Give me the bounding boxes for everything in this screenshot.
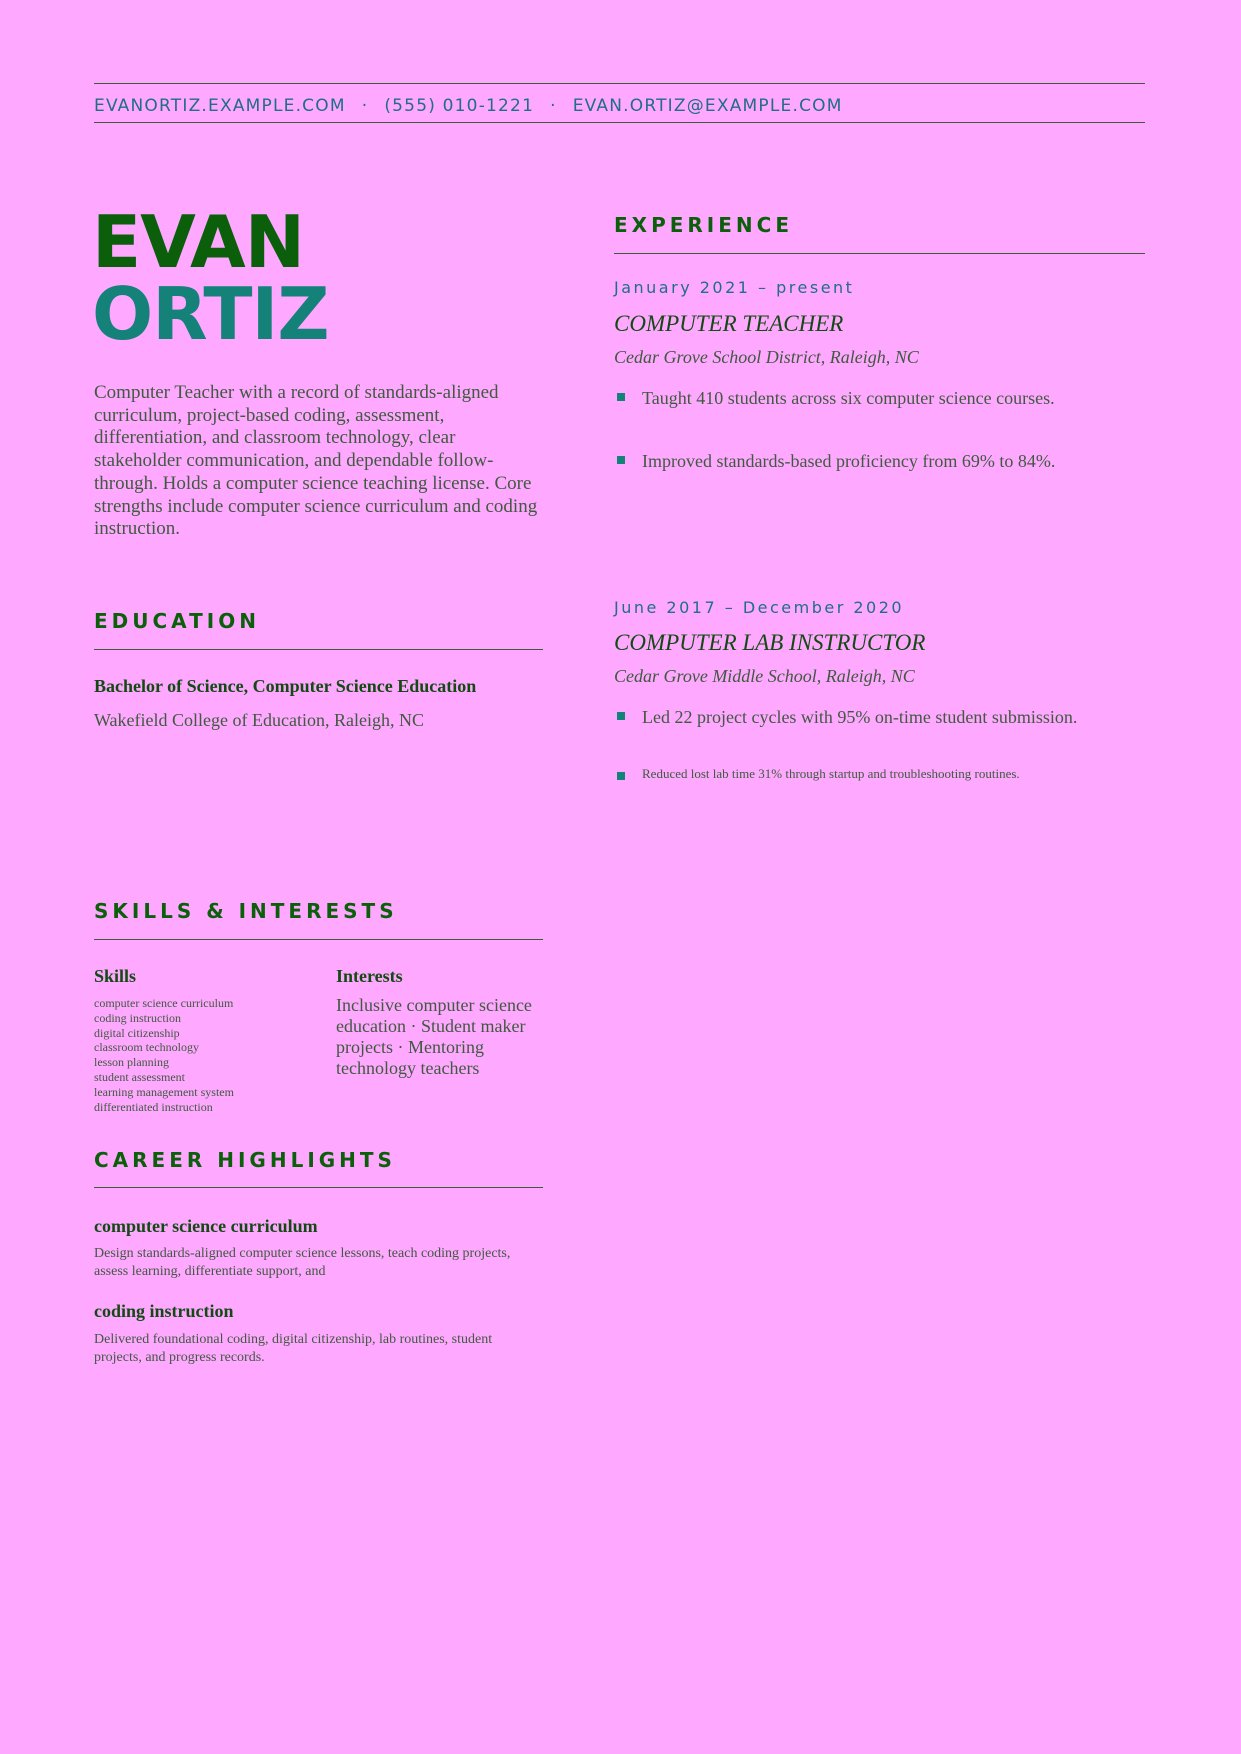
- first-name: EVAN: [92, 200, 304, 284]
- highlight-title: coding instruction: [94, 1301, 234, 1321]
- email-link[interactable]: EVAN.ORTIZ@EXAMPLE.COM: [572, 96, 843, 116]
- skill-item: computer science curriculum: [94, 996, 234, 1010]
- skills-interests-rule: [94, 939, 543, 940]
- contact-separator: ·: [550, 96, 557, 116]
- bullet-text: Led 22 project cycles with 95% on-time student submission.: [642, 707, 1078, 727]
- bullet-square-icon: [617, 456, 625, 464]
- highlight-body: Delivered foundational coding, digital citizenship, lab routines, student projects, and progress records.: [94, 1332, 493, 1365]
- highlight-body: Design standards-aligned computer science lessons, teach coding projects, assess learning, differentiate support, and: [94, 1246, 511, 1279]
- bullet-text: Improved standards-based proficiency from 69% to 84%.: [642, 451, 1056, 471]
- job-title: COMPUTER TEACHER: [614, 311, 844, 336]
- highlight-title: computer science curriculum: [94, 1216, 318, 1236]
- bullet-text: Taught 410 students across six computer science courses.: [642, 388, 1055, 408]
- skill-item: coding instruction: [94, 1010, 181, 1025]
- phone-link[interactable]: (555) 010-1221: [384, 96, 535, 116]
- skills-list: [94, 996, 234, 1114]
- job-dates: January 2021 – present: [614, 278, 855, 297]
- degree: Bachelor of Science, Computer Science Education: [94, 676, 477, 696]
- skill-item: differentiated instruction: [94, 1099, 213, 1114]
- contact-separator: ·: [361, 96, 369, 116]
- contact-bottom-rule: [94, 122, 1145, 123]
- skill-item: learning management system: [94, 1084, 234, 1099]
- bullet-square-icon: [617, 772, 625, 780]
- bullet-square-icon: [617, 393, 625, 401]
- skill-item: lesson planning: [94, 1055, 169, 1070]
- last-name: ORTIZ: [92, 272, 329, 356]
- skill-item: classroom technology: [94, 1040, 199, 1055]
- experience-heading: EXPERIENCE: [614, 213, 793, 237]
- bullet-text: Reduced lost lab time 31% through startup and troubleshooting routines.: [642, 766, 1020, 781]
- profile-summary: Computer Teacher with a record of standards-aligned curriculum, project-based coding, assessment, differentiation, and classroom technology, clear stakeholder communication, and dependable follow-through. Holds a computer science teaching license. Core strengths include computer science curriculum and coding instruction.: [94, 382, 538, 540]
- education-heading: EDUCATION: [94, 609, 260, 633]
- job-title: COMPUTER LAB INSTRUCTOR: [614, 630, 926, 655]
- career-highlights-heading: CAREER HIGHLIGHTS: [94, 1148, 396, 1172]
- contact-bar: [94, 96, 1145, 116]
- skill-item: student assessment: [94, 1069, 185, 1084]
- interests-subheading: Interests: [336, 966, 403, 986]
- contact-top-rule: [94, 83, 1145, 84]
- skills-interests-heading: SKILLS & INTERESTS: [94, 899, 398, 923]
- job-dates: June 2017 – December 2020: [614, 598, 905, 617]
- website-link[interactable]: EVANORTIZ.EXAMPLE.COM: [94, 96, 346, 116]
- experience-rule: [614, 253, 1145, 254]
- bullet-square-icon: [617, 712, 625, 720]
- interests-text: Inclusive computer science education · Student maker projects · Mentoring technology teachers: [336, 995, 532, 1078]
- skills-subheading: Skills: [94, 966, 137, 986]
- job-organization: Cedar Grove School District, Raleigh, NC: [614, 347, 919, 367]
- job-organization: Cedar Grove Middle School, Raleigh, NC: [614, 666, 915, 686]
- skill-item: digital citizenship: [94, 1025, 180, 1040]
- school: Wakefield College of Education, Raleigh, NC: [94, 710, 424, 730]
- education-rule: [94, 649, 543, 650]
- career-highlights-rule: [94, 1187, 543, 1188]
